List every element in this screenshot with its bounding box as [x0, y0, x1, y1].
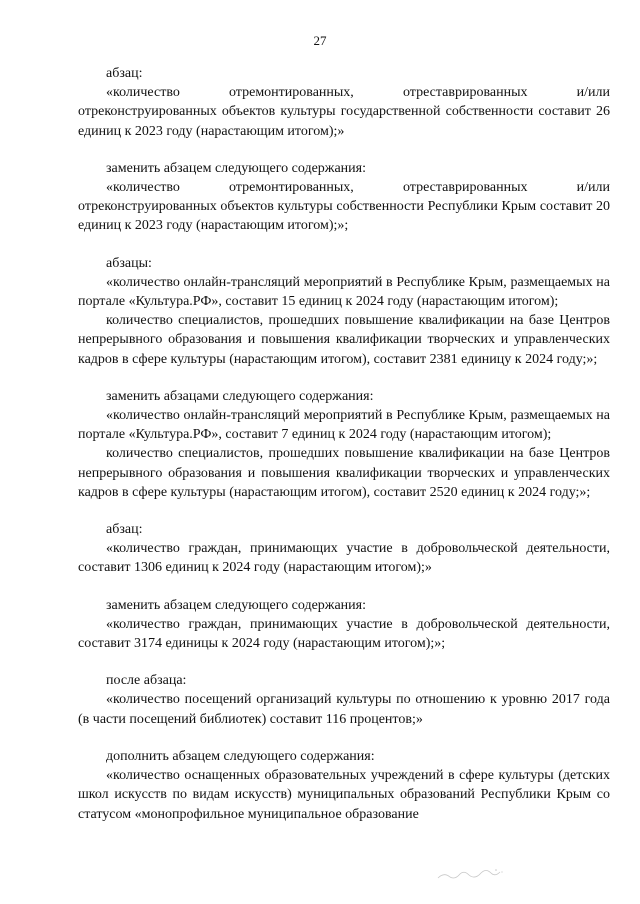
- quoted-paragraph: «количество онлайн-трансляций мероприятий в Республике Крым, размещаемых на портале «Культура.РФ», составит 7 единиц к 2024 году (нарастающим итогом);: [78, 408, 610, 443]
- quoted-paragraph: «количество граждан, принимающих участие в добровольческой деятельности, составит 1306 единиц к 2024 году (нарастающим итогом);»: [78, 541, 610, 576]
- block-label: заменить абзацем следующего содержания:: [106, 160, 366, 176]
- quoted-paragraph: количество специалистов, прошедших повышение квалификации на базе Центров непрерывного образования и повышения квалификации творческих и управленческих кадров в сфере культуры (нарастающим итогом), составит 2381 единицу к 2024 году;»;: [78, 313, 610, 367]
- scan-artifact: [436, 866, 516, 882]
- block-label: абзац:: [106, 522, 143, 538]
- document-body: [78, 64, 610, 842]
- quoted-paragraph: «количество отремонтированных, отреставрированных и/или отреконструированных объектов культуры государственной собственности составит 26 единиц к 2023 году (нарастающим итогом);»: [78, 85, 610, 139]
- block-label: заменить абзацами следующего содержания:: [106, 388, 374, 404]
- page-number: 27: [313, 33, 327, 48]
- block-label: дополнить абзацем следующего содержания:: [106, 748, 375, 764]
- block-label: абзац:: [106, 66, 143, 81]
- quoted-paragraph: «количество онлайн-трансляций мероприятий в Республике Крым, размещаемых на портале «Культура.РФ», составит 15 единиц к 2024 году (нарастающим итогом);: [78, 274, 610, 310]
- amendment-block-3: [78, 254, 610, 369]
- amendment-block-5: [78, 520, 610, 578]
- quoted-paragraph: «количество посещений организаций культуры по отношению к уровню 2017 года (в части посещений библиотек) составит 116 процентов;»: [78, 692, 610, 727]
- amendment-block-4: [78, 387, 610, 502]
- quoted-paragraph: количество специалистов, прошедших повышение квалификации на базе Центров непрерывного образования и повышения квалификации творческих и управленческих кадров в сфере культуры (нарастающим итогом), составит 2520 единиц к 2024 году;»;: [78, 446, 610, 500]
- block-label: после абзаца:: [106, 673, 187, 689]
- quoted-paragraph: «количество граждан, принимающих участие в добровольческой деятельности, составит 3174 единицы к 2024 году (нарастающим итогом);»;: [78, 616, 610, 652]
- amendment-block-8: [78, 747, 610, 824]
- amendment-block-1: [78, 64, 610, 141]
- amendment-block-7: [78, 671, 610, 729]
- quoted-paragraph: «количество оснащенных образовательных учреждений в сфере культуры (детских школ искусств по видам искусств) муниципальных образований Республики Крым со статусом «монопрофильное муниципальное образование: [78, 768, 610, 822]
- block-label: абзацы:: [106, 255, 152, 271]
- amendment-block-2: [78, 159, 610, 236]
- amendment-block-6: [78, 596, 610, 654]
- quoted-paragraph: «количество отремонтированных, отреставрированных и/или отреконструированных объектов культуры собственности Республики Крым составит 20 единиц к 2023 году (нарастающим итогом);»;: [78, 180, 610, 234]
- block-label: заменить абзацем следующего содержания:: [106, 597, 366, 613]
